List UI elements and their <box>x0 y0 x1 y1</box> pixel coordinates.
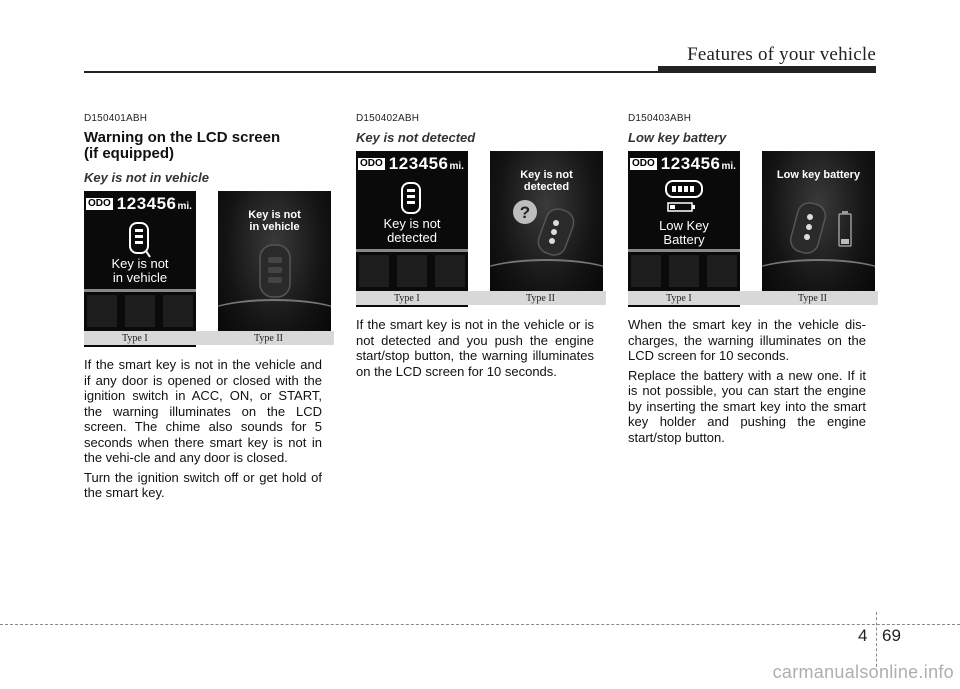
subheading-key-not-detected: Key is not detected <box>356 130 476 145</box>
type-2-label: Type II <box>798 293 828 304</box>
smart-key-icon <box>124 221 154 259</box>
svg-text:?: ? <box>519 203 531 222</box>
type-1-label: Type I <box>394 293 420 304</box>
lcd-block <box>163 295 193 327</box>
key-fob-icon <box>252 241 298 303</box>
lcd-block <box>707 255 737 287</box>
lcd-message <box>628 219 740 247</box>
type-2-label: Type II <box>526 293 556 304</box>
subheading-low-key-battery: Low key battery <box>628 130 727 145</box>
lcd-divider <box>628 249 740 252</box>
dash-message <box>762 169 875 181</box>
dash-display-type-2 <box>762 151 875 305</box>
lcd-block <box>125 295 155 327</box>
lcd-display-type-1 <box>356 151 468 307</box>
section-heading <box>84 130 322 162</box>
lcd-divider <box>84 289 196 292</box>
smart-key-icon <box>396 181 426 219</box>
battery-icon <box>838 211 852 247</box>
type-1-label: Type I <box>122 333 148 344</box>
odo-label: ODO <box>88 198 111 209</box>
lcd-block <box>669 255 699 287</box>
type-label-bar <box>628 291 878 305</box>
paragraph: Turn the ignition switch off or get hold of the smart key. <box>84 469 322 500</box>
lcd-message <box>356 217 468 245</box>
dash-display-type-2 <box>490 151 603 305</box>
dash-message-line-2: detected <box>523 181 570 193</box>
odo-unit: mi. <box>177 200 192 212</box>
paragraph: If the smart key is not in the vehicle and if any door is opened or closed with the ignition switch in ACC, ON, or START, the warning illuminates on the LCD screen. The chime also sounds for 5 seconds when there smart key is not in the vehi-cle and any door is closed. <box>84 357 322 465</box>
odometer <box>358 155 464 173</box>
section-code: D150403ABH <box>628 113 692 124</box>
page-number: 69 <box>882 626 901 645</box>
odo-value: 123456 <box>660 154 721 173</box>
section-number: 4 <box>858 626 868 645</box>
lcd-display-type-1 <box>84 191 196 347</box>
section-lcd-warning <box>84 113 322 505</box>
section-low-key-battery <box>628 113 866 449</box>
figure-key-not-detected <box>356 151 606 305</box>
figure-key-not-in-vehicle <box>84 191 334 345</box>
header-rule <box>84 71 660 73</box>
section-code: D150401ABH <box>84 113 148 124</box>
dash-message-line-1: Low key battery <box>776 169 861 181</box>
header-rule-accent <box>658 66 876 73</box>
type-label-bar <box>84 331 334 345</box>
dash-message <box>490 169 603 193</box>
lcd-blocks <box>356 255 468 287</box>
odometer <box>86 195 192 213</box>
watermark: carmanualsonline.info <box>772 662 954 682</box>
lcd-display-type-1 <box>628 151 740 307</box>
key-fob-icon <box>534 207 580 259</box>
section-key-not-detected <box>356 113 594 383</box>
lcd-message-line-1: Key is not <box>383 216 441 231</box>
lcd-message-line-1: Low Key <box>659 218 709 233</box>
lcd-message-line-1: Key is not <box>111 256 169 271</box>
dash-message-line-2: in vehicle <box>249 221 300 233</box>
odo-value: 123456 <box>388 154 449 173</box>
figure-low-key-battery <box>628 151 878 305</box>
paragraph: If the smart key is not in the vehicle or is not detected and you push the engine start/stop button, the warning illuminates on the LCD screen for 10 seconds. <box>356 317 594 379</box>
lcd-blocks <box>628 255 740 287</box>
lcd-block <box>631 255 661 287</box>
odo-value: 123456 <box>116 194 177 213</box>
footer-rule <box>0 624 960 625</box>
body-text <box>84 357 322 501</box>
lcd-divider <box>356 249 468 252</box>
odo-label: ODO <box>632 158 655 169</box>
odo-unit: mi. <box>721 160 736 172</box>
paragraph: When the smart key in the vehicle dis-charges, the warning illuminates on the LCD screen for 10 seconds. <box>628 317 866 363</box>
dash-message-line-1: Key is not <box>520 169 573 181</box>
heading-line-1: Warning on the LCD screen <box>84 129 281 146</box>
dash-message-line-1: Key is not <box>248 209 301 221</box>
header-title: Features of your vehicle <box>687 44 876 65</box>
type-label-bar <box>356 291 606 305</box>
paragraph: Replace the battery with a new one. If it is not possible, you can start the engine by inserting the smart key into the smart key holder and pushing the engine start/stop button. <box>628 367 866 445</box>
dash-display-type-2 <box>218 191 331 345</box>
odometer <box>630 155 736 173</box>
type-1-label: Type I <box>666 293 692 304</box>
odo-unit: mi. <box>449 160 464 172</box>
key-fob-icon <box>788 199 834 261</box>
subheading-key-not-in-vehicle: Key is not in vehicle <box>84 170 209 185</box>
body-text <box>628 317 866 445</box>
dash-message <box>218 209 331 233</box>
body-text <box>356 317 594 379</box>
lcd-message <box>84 257 196 285</box>
lcd-message-line-2: detected <box>387 230 437 245</box>
heading-line-2: (if equipped) <box>84 145 174 162</box>
lcd-block <box>87 295 117 327</box>
lcd-block <box>435 255 465 287</box>
lcd-blocks <box>84 295 196 327</box>
low-battery-key-icon <box>662 179 708 213</box>
lcd-message-line-2: Battery <box>663 232 705 247</box>
lcd-block <box>359 255 389 287</box>
odo-label: ODO <box>360 158 383 169</box>
lcd-message-line-2: in vehicle <box>112 270 168 285</box>
type-2-label: Type II <box>254 333 284 344</box>
section-code: D150402ABH <box>356 113 420 124</box>
lcd-block <box>397 255 427 287</box>
